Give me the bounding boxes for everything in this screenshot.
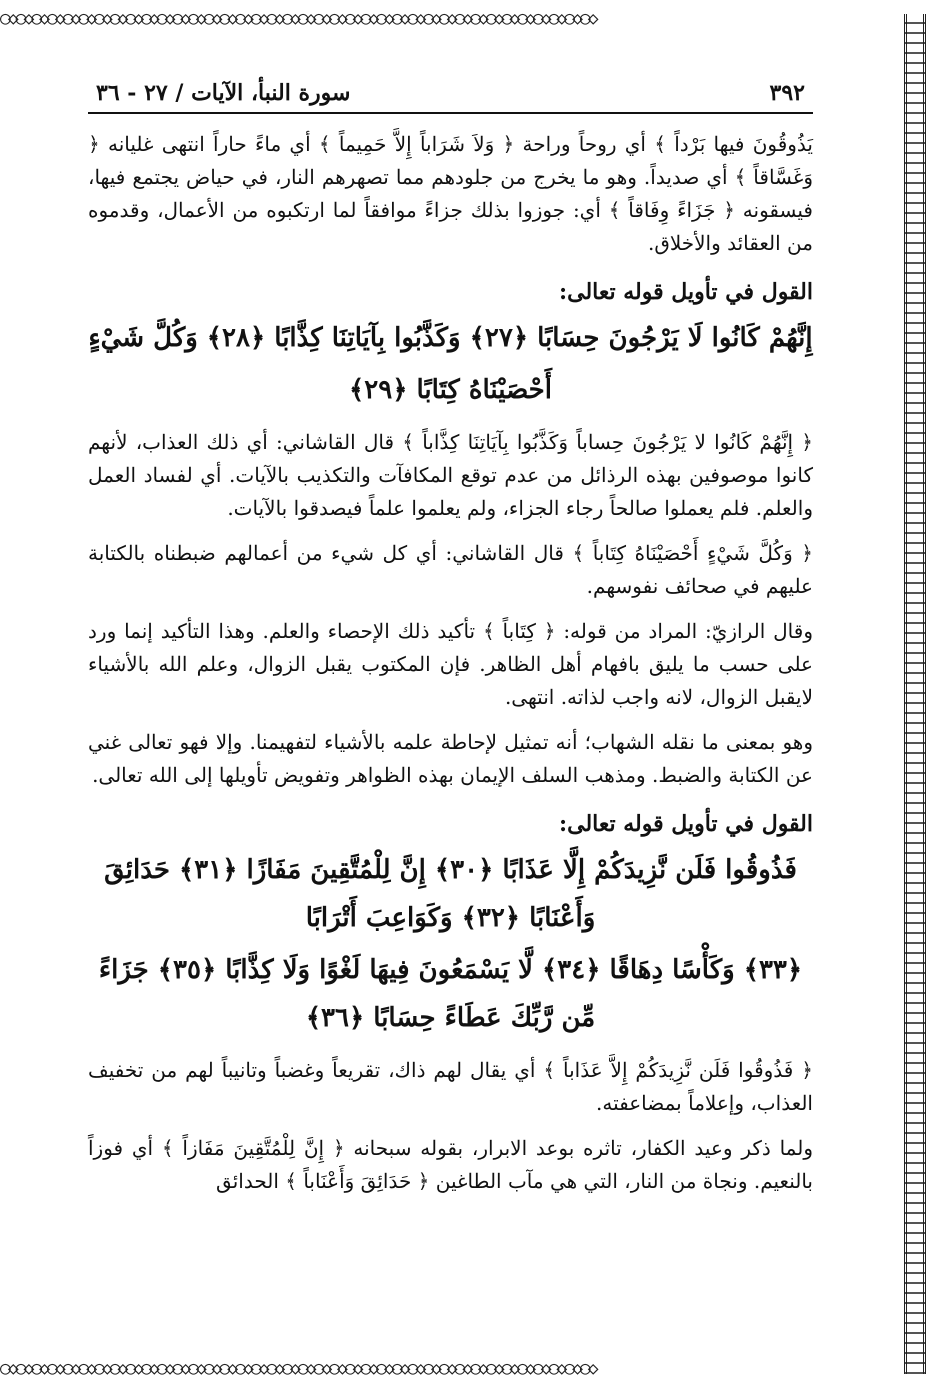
page-number: ٣٩٢ (769, 80, 805, 106)
top-border-chain: ○◇○◇○◇○◇○◇○◇○◇○◇○◇○◇○◇○◇○◇○◇○◇○◇○◇○◇○◇○◇○◇○◇○◇○◇○◇○◇○◇○◇○◇○◇○◇○◇○◇○◇○◇○◇○◇○◇ (0, 8, 596, 29)
paragraph-4: وقال الرازيّ: المراد من قوله: ﴿ كِتَاباً ﴾ تأكيد ذلك الإحصاء والعلم. وهذا التأكيد إنما ورد على حسب ما يليق بافهام أهل الظاهر. فإن المكتوب يقبل الزوال، وعلم الله بالأشياء لايقبل الزوال، لانه واجب لذاته. انتهى. (88, 619, 813, 709)
bottom-border-chain: ○◇○◇○◇○◇○◇○◇○◇○◇○◇○◇○◇○◇○◇○◇○◇○◇○◇○◇○◇○◇○◇○◇○◇○◇○◇○◇○◇○◇○◇○◇○◇○◇○◇○◇○◇○◇○◇○◇ (0, 1358, 596, 1379)
paragraph-7: ولما ذكر وعيد الكفار، تاثره بوعد الابرار، بقوله سبحانه ﴿ إِنَّ لِلْمُتَّقِينَ مَفَازاً ﴾ أي فوزاً بالنعيم. ونجاة من النار، التي هي مآب الطاغين ﴿ حَدَائِقَ وَأَعْنَاباً ﴾ الحدائق (88, 1136, 813, 1193)
right-border-chain (904, 14, 926, 1374)
paragraph-2: ﴿ إِنَّهُمْ كَانُوا لا يَرْجُونَ حِساباً وَكَذَّبُوا بِآيَاتِنَا كِذَّاباً ﴾ قال القاشاني: أي ذلك العذاب، لأنهم كانوا موصوفين بهذه الرذائل من عدم توقع المكافآت والتكذيب بالآيات. أي لفساد العمل والعلم. فلم يعملوا صالحاً رجاء الجزاء، ولم يعلموا علماً فيصدقوا بالآيات. (88, 430, 813, 520)
section-heading-2: القول في تأويل قوله تعالى: (559, 811, 813, 837)
verse-block-2-line-1: فَذُوقُوا فَلَن نَّزِيدَكُمْ إِلَّا عَذَابًا ﴿٣٠﴾ إِنَّ لِلْمُتَّقِينَ مَفَازًا ﴿٣١﴾ حَدَائِقَ وَأَعْنَابًا ﴿٣٢﴾ وَكَوَاعِبَ أَتْرَابًا (104, 855, 797, 933)
paragraph-1: يَذُوقُونَ فيها بَرْداً ﴾ أي روحاً وراحة ﴿ وَلاَ شَرَاباً إِلاَّ حَمِيماً ﴾ أي ماءً حاراً انتهى غليانه ﴿ وَغَسَّاقاً ﴾ أي صديداً. وهو ما يخرج من جلودهم مما تصهرهم النار، في حياض يجتمع فيها، فيسقونه ﴿ جَزَاءً وِفَاقاً ﴾ أي: جوزوا بذلك جزاءً موافقاً لما ارتكبوه من الأعمال، وقدموه من العقائد والأخلاق. (88, 132, 813, 255)
paragraph-3: ﴿ وَكُلَّ شَيْءٍ أَحْصَيْنَاهُ كِتَاباً ﴾ قال القاشاني: أي كل شيء من أعمالهم ضبطناه بالكتابة عليهم في صحائف نفوسهم. (88, 541, 813, 598)
surah-info: سورة النبأ، الآيات / ٢٧ - ٣٦ (96, 80, 351, 106)
paragraph-5: وهو بمعنى ما نقله الشهاب؛ أنه تمثيل لإحاطة علمه بالأشياء لتفهيمنا. وإلا فهو تعالى غني عن الكتابة والضبط. ومذهب السلف الإيمان بهذه الظواهر وتفويض تأويلها إلى الله تعالى. (88, 730, 813, 787)
paragraph-6: ﴿ فَذُوقُوا فَلَن نَّزِيدَكُمْ إِلاَّ عَذَاباً ﴾ أي يقال لهم ذاك، تقريعاً وغضباً وتانيباً لهم من تخفيف العذاب، وإعلاماً بمضاعفته. (88, 1058, 813, 1115)
page-content (88, 60, 813, 1198)
verse-block-1-line-1: إِنَّهُمْ كَانُوا لَا يَرْجُونَ حِسَابًا ﴿٢٧﴾ وَكَذَّبُوا بِآيَاتِنَا كِذَّابًا ﴿٢٨﴾ وَكُلَّ شَيْءٍ (88, 323, 813, 353)
section-heading-1: القول في تأويل قوله تعالى: (559, 279, 813, 305)
verse-block-1-line-2: أَحْصَيْنَاهُ كِتَابًا ﴿٢٩﴾ (349, 375, 552, 405)
verse-block-2-line-2: ﴿٣٣﴾ وَكَأْسًا دِهَاقًا ﴿٣٤﴾ لَّا يَسْمَعُونَ فِيهَا لَغْوًا وَلَا كِذَّابًا ﴿٣٥﴾ جَزَاءً مِّن رَّبِّكَ عَطَاءً حِسَابًا ﴿٣٦﴾ (98, 955, 803, 1033)
page-header (88, 60, 813, 114)
